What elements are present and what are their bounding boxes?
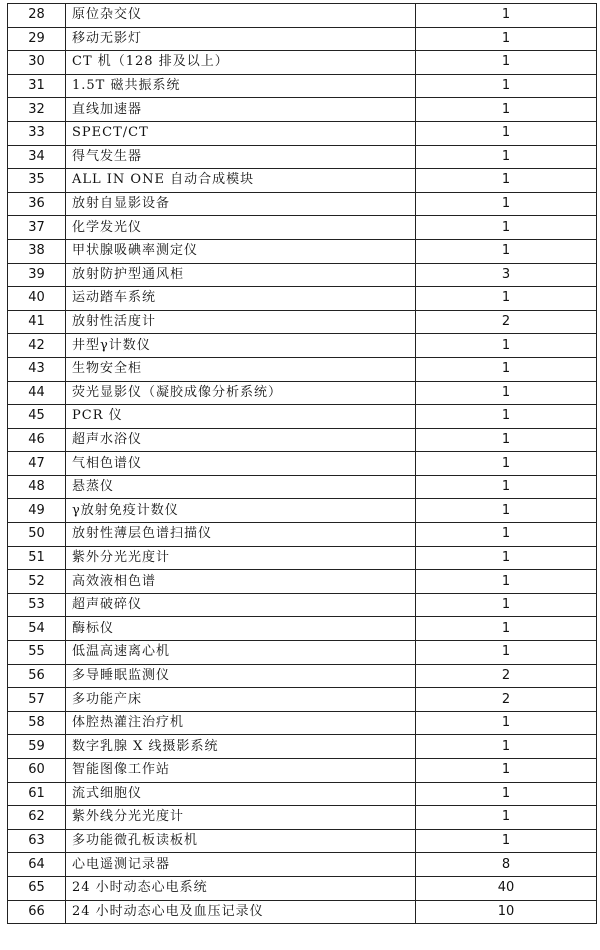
table-row — [8, 121, 597, 145]
quantity-cell: 1 — [416, 452, 597, 476]
equipment-name-cell: 超声水浴仪 — [66, 428, 416, 452]
row-number-cell: 38 — [8, 239, 66, 263]
equipment-name-cell: 放射自显影设备 — [66, 192, 416, 216]
equipment-name-cell: 智能图像工作站 — [66, 759, 416, 783]
quantity-cell: 1 — [416, 617, 597, 641]
quantity-cell: 1 — [416, 641, 597, 665]
equipment-name-cell: 放射防护型通风柜 — [66, 263, 416, 287]
quantity-cell: 1 — [416, 51, 597, 75]
row-number-cell: 35 — [8, 169, 66, 193]
equipment-name-cell: 多功能产床 — [66, 688, 416, 712]
equipment-name-cell: γ放射免疫计数仪 — [66, 499, 416, 523]
quantity-cell: 1 — [416, 192, 597, 216]
row-number-cell: 46 — [8, 428, 66, 452]
equipment-name-cell: 井型γ计数仪 — [66, 334, 416, 358]
table-row — [8, 216, 597, 240]
row-number-cell: 65 — [8, 876, 66, 900]
quantity-cell: 1 — [416, 735, 597, 759]
row-number-cell: 60 — [8, 759, 66, 783]
equipment-name-cell: 得气发生器 — [66, 145, 416, 169]
quantity-cell: 8 — [416, 853, 597, 877]
quantity-cell: 1 — [416, 239, 597, 263]
table-row — [8, 617, 597, 641]
row-number-cell: 50 — [8, 523, 66, 547]
row-number-cell: 66 — [8, 900, 66, 924]
equipment-name-cell: 悬蒸仪 — [66, 475, 416, 499]
quantity-cell: 1 — [416, 475, 597, 499]
row-number-cell: 52 — [8, 570, 66, 594]
quantity-cell: 1 — [416, 74, 597, 98]
equipment-name-cell: PCR 仪 — [66, 405, 416, 429]
equipment-name-cell: 体腔热灌注治疗机 — [66, 711, 416, 735]
table-row — [8, 452, 597, 476]
row-number-cell: 53 — [8, 593, 66, 617]
row-number-cell: 47 — [8, 452, 66, 476]
row-number-cell: 33 — [8, 121, 66, 145]
equipment-name-cell: 原位杂交仪 — [66, 4, 416, 28]
equipment-name-cell: 低温高速离心机 — [66, 641, 416, 665]
equipment-name-cell: 放射性薄层色谱扫描仪 — [66, 523, 416, 547]
quantity-cell: 1 — [416, 829, 597, 853]
row-number-cell: 34 — [8, 145, 66, 169]
equipment-name-cell: 生物安全柜 — [66, 357, 416, 381]
quantity-cell: 1 — [416, 121, 597, 145]
equipment-name-cell: CT 机（128 排及以上） — [66, 51, 416, 75]
equipment-name-cell: 化学发光仪 — [66, 216, 416, 240]
quantity-cell: 1 — [416, 593, 597, 617]
row-number-cell: 37 — [8, 216, 66, 240]
row-number-cell: 40 — [8, 287, 66, 311]
row-number-cell: 44 — [8, 381, 66, 405]
row-number-cell: 56 — [8, 664, 66, 688]
row-number-cell: 64 — [8, 853, 66, 877]
row-number-cell: 58 — [8, 711, 66, 735]
table-row — [8, 74, 597, 98]
row-number-cell: 29 — [8, 27, 66, 51]
quantity-cell: 3 — [416, 263, 597, 287]
table-row — [8, 688, 597, 712]
quantity-cell: 1 — [416, 499, 597, 523]
table-row — [8, 334, 597, 358]
row-number-cell: 30 — [8, 51, 66, 75]
table-row — [8, 145, 597, 169]
row-number-cell: 31 — [8, 74, 66, 98]
quantity-cell: 1 — [416, 216, 597, 240]
quantity-cell: 1 — [416, 711, 597, 735]
equipment-table-body — [8, 4, 597, 924]
quantity-cell: 2 — [416, 310, 597, 334]
quantity-cell: 1 — [416, 287, 597, 311]
quantity-cell: 1 — [416, 145, 597, 169]
table-row — [8, 192, 597, 216]
row-number-cell: 54 — [8, 617, 66, 641]
quantity-cell: 1 — [416, 806, 597, 830]
table-row — [8, 806, 597, 830]
row-number-cell: 39 — [8, 263, 66, 287]
table-row — [8, 98, 597, 122]
quantity-cell: 1 — [416, 169, 597, 193]
quantity-cell: 1 — [416, 405, 597, 429]
equipment-name-cell: 数字乳腺 X 线摄影系统 — [66, 735, 416, 759]
table-row — [8, 310, 597, 334]
row-number-cell: 42 — [8, 334, 66, 358]
quantity-cell: 40 — [416, 876, 597, 900]
row-number-cell: 49 — [8, 499, 66, 523]
quantity-cell: 1 — [416, 334, 597, 358]
quantity-cell: 1 — [416, 782, 597, 806]
table-row — [8, 641, 597, 665]
equipment-name-cell: 24 小时动态心电及血压记录仪 — [66, 900, 416, 924]
quantity-cell: 1 — [416, 759, 597, 783]
equipment-name-cell: 1.5T 磁共振系统 — [66, 74, 416, 98]
equipment-name-cell: 甲状腺吸碘率测定仪 — [66, 239, 416, 263]
equipment-list-sheet — [7, 3, 596, 924]
table-row — [8, 546, 597, 570]
table-row — [8, 570, 597, 594]
quantity-cell: 2 — [416, 688, 597, 712]
table-row — [8, 263, 597, 287]
equipment-name-cell: 流式细胞仪 — [66, 782, 416, 806]
equipment-name-cell: ALL IN ONE 自动合成模块 — [66, 169, 416, 193]
table-row — [8, 900, 597, 924]
table-row — [8, 51, 597, 75]
row-number-cell: 28 — [8, 4, 66, 28]
table-row — [8, 664, 597, 688]
table-row — [8, 593, 597, 617]
quantity-cell: 1 — [416, 570, 597, 594]
table-row — [8, 876, 597, 900]
equipment-name-cell: 酶标仪 — [66, 617, 416, 641]
row-number-cell: 45 — [8, 405, 66, 429]
row-number-cell: 61 — [8, 782, 66, 806]
row-number-cell: 63 — [8, 829, 66, 853]
row-number-cell: 55 — [8, 641, 66, 665]
equipment-name-cell: 移动无影灯 — [66, 27, 416, 51]
table-row — [8, 405, 597, 429]
table-row — [8, 357, 597, 381]
row-number-cell: 43 — [8, 357, 66, 381]
quantity-cell: 1 — [416, 98, 597, 122]
table-row — [8, 27, 597, 51]
equipment-name-cell: 心电遥测记录器 — [66, 853, 416, 877]
equipment-name-cell: 直线加速器 — [66, 98, 416, 122]
equipment-name-cell: 气相色谱仪 — [66, 452, 416, 476]
table-row — [8, 428, 597, 452]
table-row — [8, 4, 597, 28]
row-number-cell: 48 — [8, 475, 66, 499]
quantity-cell: 10 — [416, 900, 597, 924]
quantity-cell: 2 — [416, 664, 597, 688]
table-row — [8, 829, 597, 853]
table-row — [8, 523, 597, 547]
table-row — [8, 381, 597, 405]
quantity-cell: 1 — [416, 357, 597, 381]
table-row — [8, 499, 597, 523]
table-row — [8, 711, 597, 735]
equipment-name-cell: 超声破碎仪 — [66, 593, 416, 617]
row-number-cell: 36 — [8, 192, 66, 216]
equipment-name-cell: 紫外分光光度计 — [66, 546, 416, 570]
table-row — [8, 853, 597, 877]
quantity-cell: 1 — [416, 523, 597, 547]
row-number-cell: 51 — [8, 546, 66, 570]
table-row — [8, 287, 597, 311]
table-row — [8, 239, 597, 263]
quantity-cell: 1 — [416, 428, 597, 452]
equipment-name-cell: 多功能微孔板读板机 — [66, 829, 416, 853]
row-number-cell: 32 — [8, 98, 66, 122]
equipment-name-cell: 运动踏车系统 — [66, 287, 416, 311]
quantity-cell: 1 — [416, 546, 597, 570]
row-number-cell: 59 — [8, 735, 66, 759]
equipment-name-cell: 高效液相色谱 — [66, 570, 416, 594]
equipment-name-cell: 多导睡眠监测仪 — [66, 664, 416, 688]
quantity-cell: 1 — [416, 27, 597, 51]
table-row — [8, 759, 597, 783]
equipment-name-cell: 紫外线分光光度计 — [66, 806, 416, 830]
row-number-cell: 57 — [8, 688, 66, 712]
equipment-name-cell: 荧光显影仪（凝胶成像分析系统） — [66, 381, 416, 405]
table-row — [8, 169, 597, 193]
table-row — [8, 782, 597, 806]
quantity-cell: 1 — [416, 4, 597, 28]
row-number-cell: 62 — [8, 806, 66, 830]
equipment-table — [7, 3, 597, 924]
quantity-cell: 1 — [416, 381, 597, 405]
row-number-cell: 41 — [8, 310, 66, 334]
equipment-name-cell: SPECT/CT — [66, 121, 416, 145]
equipment-name-cell: 放射性活度计 — [66, 310, 416, 334]
equipment-name-cell: 24 小时动态心电系统 — [66, 876, 416, 900]
table-row — [8, 475, 597, 499]
table-row — [8, 735, 597, 759]
